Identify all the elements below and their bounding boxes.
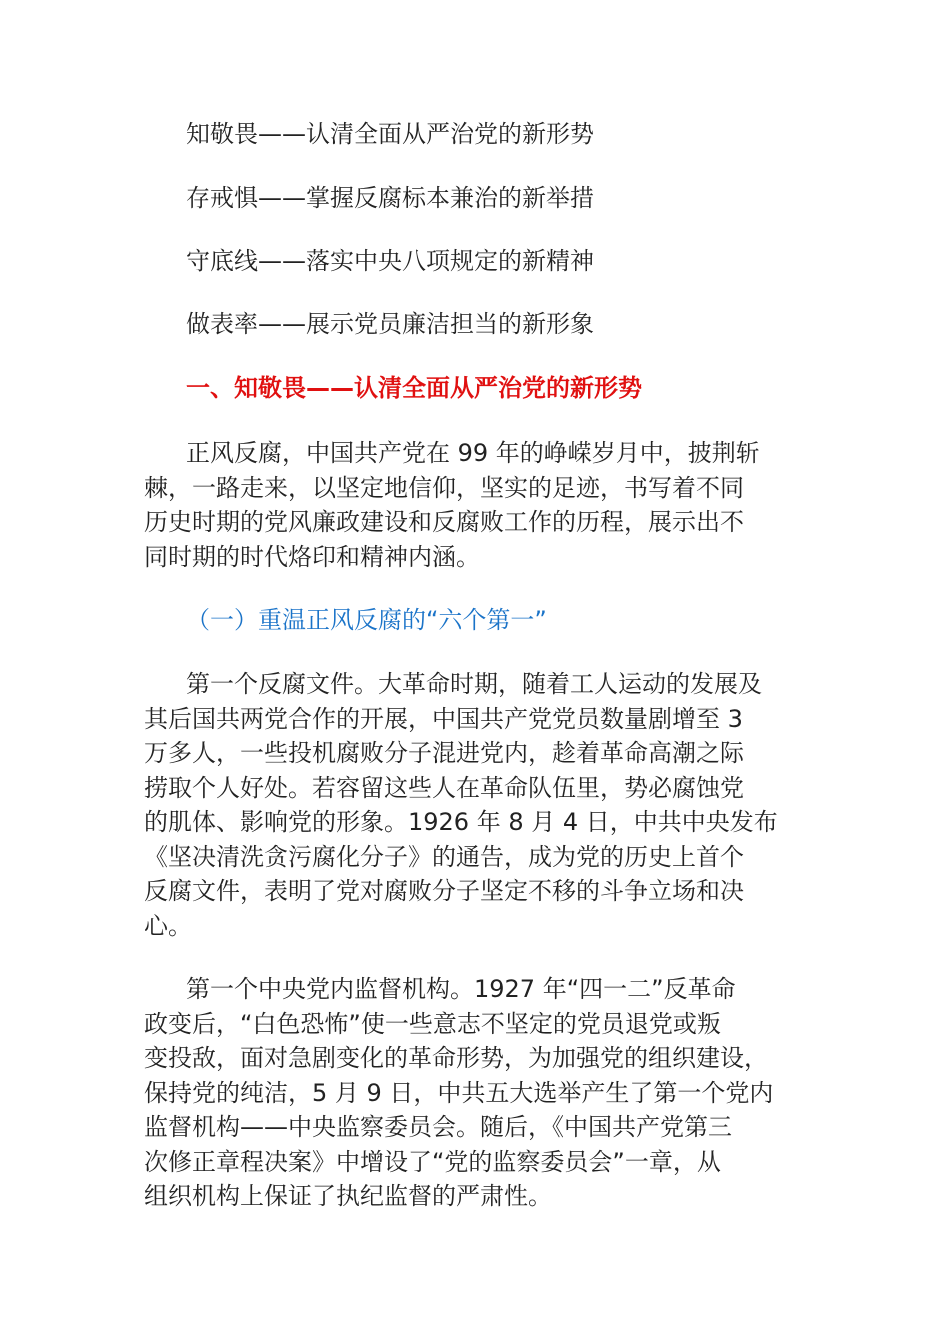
text-line: 保持党的纯洁，5 月 9 日，中共五大选举产生了第一个党内: [144, 1078, 774, 1107]
text-line: 其后国共两党合作的开展，中国共产党党员数量剧增至 3: [144, 704, 743, 733]
text-line: 历史时期的党风廉政建设和反腐败工作的历程，展示出不: [144, 508, 744, 536]
section-heading: 一、知敬畏——认清全面从严治党的新形势: [186, 374, 642, 402]
text-line: 棘，一路走来，以坚定地信仰，坚实的足迹，书写着不同: [144, 473, 744, 502]
intro-paragraph: [144, 436, 808, 574]
paragraph-first-supervision-body: [144, 972, 808, 1214]
text-line: 政变后，“白色恐怖”使一些意志不坚定的党员退党或叛: [144, 1009, 721, 1038]
toc-item-3: 守底线——落实中央八项规定的新精神: [186, 247, 594, 275]
text-line: 变投敌，面对急剧变化的革命形势，为加强党的组织建设，: [144, 1044, 768, 1072]
text-line: 心。: [144, 911, 192, 940]
text-line: 万多人，一些投机腐败分子混进党内，趁着革命高潮之际: [144, 739, 744, 767]
text-line: 捞取个人好处。若容留这些人在革命队伍里，势必腐蚀党: [144, 773, 744, 802]
subsection-heading: （一）重温正风反腐的“六个第一”: [186, 606, 547, 634]
text-line: 第一个中央党内监督机构。1927 年“四一二”反革命: [186, 975, 736, 1003]
paragraph-first-anticorruption-document: [144, 667, 808, 943]
text-line: 组织机构上保证了执纪监督的严肃性。: [144, 1182, 552, 1210]
text-line: 次修正章程决案》中增设了“党的监察委员会”一章，从: [144, 1147, 721, 1176]
text-line: 同时期的时代烙印和精神内涵。: [144, 542, 480, 571]
toc-item-4: 做表率——展示党员廉洁担当的新形象: [186, 310, 594, 338]
text-line: 《坚决清洗贪污腐化分子》的通告，成为党的历史上首个: [144, 842, 744, 871]
toc-item-2: 存戒惧——掌握反腐标本兼治的新举措: [186, 184, 594, 212]
toc-item-1: 知敬畏——认清全面从严治党的新形势: [186, 120, 594, 148]
text-line: 正风反腐，中国共产党在 99 年的峥嵘岁月中，披荆斩: [186, 439, 760, 467]
text-line: 的肌体、影响党的形象。1926 年 8 月 4 日，中共中央发布: [144, 808, 778, 836]
text-line: 反腐文件，表明了党对腐败分子坚定不移的斗争立场和决: [144, 877, 744, 905]
text-line: 监督机构——中央监察委员会。随后，《中国共产党第三: [144, 1113, 732, 1141]
text-line: 第一个反腐文件。大革命时期，随着工人运动的发展及: [186, 670, 762, 698]
